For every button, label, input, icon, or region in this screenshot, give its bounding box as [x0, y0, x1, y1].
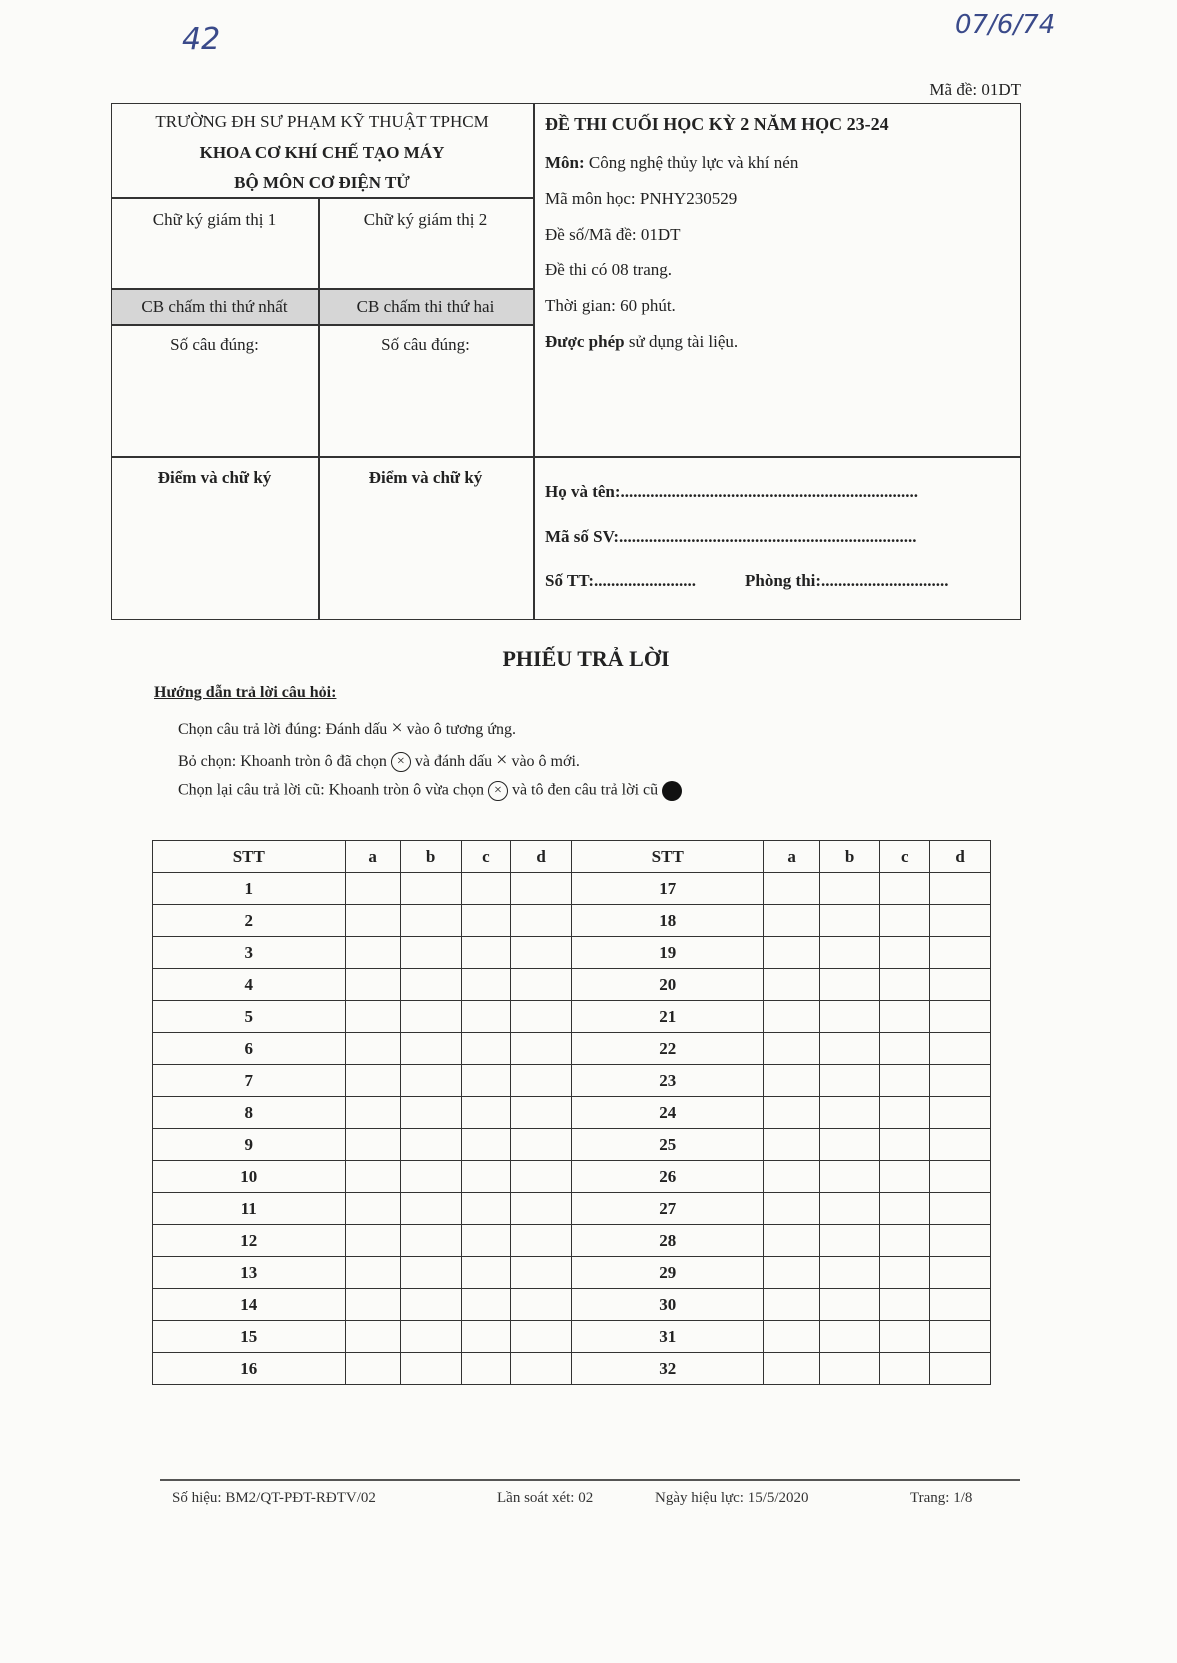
answer-cell[interactable]	[511, 1193, 572, 1225]
answer-cell[interactable]	[511, 1161, 572, 1193]
answer-cell[interactable]	[511, 1129, 572, 1161]
answer-cell[interactable]	[345, 1033, 400, 1065]
answer-cell[interactable]	[880, 1001, 930, 1033]
correct-count2-label: Số câu đúng:	[381, 335, 470, 354]
divider	[111, 456, 1021, 458]
column-header: b	[819, 841, 880, 873]
x-mark-icon: ×	[391, 717, 403, 739]
proctor1-label: Chữ ký giám thị 1	[152, 210, 277, 229]
answer-cell[interactable]	[400, 1161, 461, 1193]
answer-cell[interactable]	[345, 1001, 400, 1033]
answer-cell[interactable]	[400, 937, 461, 969]
answer-cell[interactable]	[880, 1033, 930, 1065]
answer-cell[interactable]	[930, 1001, 991, 1033]
instruction-text: và đánh dấu	[414, 753, 493, 770]
table-row	[153, 873, 991, 905]
correct-count1-label: Số câu đúng:	[170, 335, 259, 354]
instruction-2	[178, 749, 580, 772]
answer-cell[interactable]	[880, 1161, 930, 1193]
answer-cell[interactable]	[764, 1225, 819, 1257]
answer-cell[interactable]	[764, 937, 819, 969]
answer-cell[interactable]	[764, 1097, 819, 1129]
answer-cell[interactable]	[880, 1257, 930, 1289]
answer-cell[interactable]	[461, 1001, 511, 1033]
answer-cell[interactable]	[764, 969, 819, 1001]
question-number: 21	[571, 1001, 764, 1033]
table-row	[153, 969, 991, 1001]
answer-cell[interactable]	[400, 1001, 461, 1033]
exam-title: ĐỀ THI CUỐI HỌC KỲ 2 NĂM HỌC 23-24	[545, 114, 889, 134]
allowed-label: Được phép	[545, 332, 625, 351]
instructions-heading: Hướng dẫn trả lời câu hỏi:	[154, 684, 337, 701]
answer-sheet-title: PHIẾU TRẢ LỜI	[502, 646, 670, 671]
answer-cell[interactable]	[345, 969, 400, 1001]
question-number: 28	[571, 1225, 764, 1257]
page-count: Đề thi có 08 trang.	[545, 260, 672, 279]
instruction-1	[178, 717, 516, 740]
question-number: 9	[153, 1129, 346, 1161]
answer-cell[interactable]	[930, 1161, 991, 1193]
answer-cell[interactable]	[819, 969, 880, 1001]
answer-cell[interactable]	[511, 969, 572, 1001]
question-number: 31	[571, 1321, 764, 1353]
answer-cell[interactable]	[880, 937, 930, 969]
answer-cell[interactable]	[345, 1321, 400, 1353]
answer-cell[interactable]	[880, 1289, 930, 1321]
answer-cell[interactable]	[461, 1161, 511, 1193]
answer-cell[interactable]	[880, 1065, 930, 1097]
question-number: 6	[153, 1033, 346, 1065]
answer-cell[interactable]	[880, 1321, 930, 1353]
column-header: b	[400, 841, 461, 873]
footer-page: Trang: 1/8	[910, 1490, 973, 1506]
answer-cell[interactable]	[461, 905, 511, 937]
answer-cell[interactable]	[461, 1193, 511, 1225]
answer-cell[interactable]	[930, 969, 991, 1001]
answer-cell[interactable]	[764, 1321, 819, 1353]
question-number: 23	[571, 1065, 764, 1097]
table-row	[153, 1161, 991, 1193]
column-header: c	[461, 841, 511, 873]
answer-cell[interactable]	[511, 1289, 572, 1321]
answer-cell[interactable]	[345, 1257, 400, 1289]
answer-cell[interactable]	[819, 1193, 880, 1225]
answer-cell[interactable]	[345, 1097, 400, 1129]
table-row	[153, 1289, 991, 1321]
answer-cell[interactable]	[930, 937, 991, 969]
answer-cell[interactable]	[345, 1353, 400, 1385]
answer-cell[interactable]	[819, 1289, 880, 1321]
exam-room-field[interactable]: Phòng thi:..............................	[745, 571, 949, 590]
answer-cell[interactable]	[930, 1193, 991, 1225]
answer-cell[interactable]	[819, 905, 880, 937]
question-number: 26	[571, 1161, 764, 1193]
footer-doc-number: Số hiệu: BM2/QT-PĐT-RĐTV/02	[172, 1490, 376, 1506]
answer-table	[152, 840, 991, 1385]
answer-cell[interactable]	[880, 873, 930, 905]
divider	[318, 197, 320, 620]
answer-cell[interactable]	[930, 1033, 991, 1065]
answer-cell[interactable]	[930, 1097, 991, 1129]
table-row	[153, 1033, 991, 1065]
divider	[111, 324, 533, 326]
answer-cell[interactable]	[764, 1065, 819, 1097]
table-row	[153, 1321, 991, 1353]
answer-cell[interactable]	[880, 1097, 930, 1129]
score1-label: Điểm và chữ ký	[157, 468, 272, 487]
answer-cell[interactable]	[819, 1161, 880, 1193]
answer-cell[interactable]	[819, 1065, 880, 1097]
answer-cell[interactable]	[345, 905, 400, 937]
question-number: 13	[153, 1257, 346, 1289]
answer-cell[interactable]	[819, 1001, 880, 1033]
answer-cell[interactable]	[764, 1001, 819, 1033]
table-row	[153, 1129, 991, 1161]
answer-cell[interactable]	[400, 905, 461, 937]
answer-cell[interactable]	[461, 1033, 511, 1065]
answer-cell[interactable]	[930, 1321, 991, 1353]
answer-cell[interactable]	[819, 1225, 880, 1257]
answer-cell[interactable]	[819, 1033, 880, 1065]
answer-cell[interactable]	[461, 1321, 511, 1353]
handwritten-number: 42	[182, 22, 221, 57]
instruction-text: và tô đen câu trả lời cũ	[511, 781, 659, 799]
answer-cell[interactable]	[819, 937, 880, 969]
department-name: BỘ MÔN CƠ ĐIỆN TỬ	[234, 173, 410, 192]
seq-number-field[interactable]: Số TT:........................	[545, 571, 696, 590]
answer-cell[interactable]	[511, 937, 572, 969]
table-row	[153, 937, 991, 969]
table-row	[153, 1225, 991, 1257]
question-number: 4	[153, 969, 346, 1001]
answer-cell[interactable]	[880, 1193, 930, 1225]
answer-cell[interactable]	[511, 1033, 572, 1065]
answer-cell[interactable]	[880, 1353, 930, 1385]
question-number: 29	[571, 1257, 764, 1289]
answer-cell[interactable]	[461, 969, 511, 1001]
question-number: 12	[153, 1225, 346, 1257]
table-row	[153, 1193, 991, 1225]
answer-cell[interactable]	[400, 969, 461, 1001]
answer-cell[interactable]	[930, 1257, 991, 1289]
answer-cell[interactable]	[461, 1257, 511, 1289]
exam-code-label: Mã đề: 01DT	[929, 80, 1021, 99]
answer-cell[interactable]	[400, 873, 461, 905]
question-number: 10	[153, 1161, 346, 1193]
answer-cell[interactable]	[880, 1129, 930, 1161]
question-number: 25	[571, 1129, 764, 1161]
answer-cell[interactable]	[461, 1353, 511, 1385]
answer-cell[interactable]	[764, 1129, 819, 1161]
answer-cell[interactable]	[400, 1193, 461, 1225]
allowed-value: sử dụng tài liệu.	[628, 332, 739, 351]
question-number: 2	[153, 905, 346, 937]
proctor2-label: Chữ ký giám thị 2	[363, 210, 488, 229]
answer-cell[interactable]	[764, 1353, 819, 1385]
answer-cell[interactable]	[461, 1289, 511, 1321]
question-number: 8	[153, 1097, 346, 1129]
instruction-text: vào ô tương ứng.	[406, 721, 516, 738]
answer-cell[interactable]	[400, 1353, 461, 1385]
answer-cell[interactable]	[345, 1129, 400, 1161]
column-header: a	[764, 841, 819, 873]
answer-cell[interactable]	[400, 1033, 461, 1065]
answer-cell[interactable]	[345, 1161, 400, 1193]
instruction-text: Chọn lại câu trả lời cũ: Khoanh tròn ô vừa chọn	[178, 781, 484, 799]
question-number: 5	[153, 1001, 346, 1033]
circled-x-icon: ×	[488, 781, 508, 801]
question-number: 18	[571, 905, 764, 937]
x-mark-icon: ×	[496, 749, 508, 771]
answer-cell[interactable]	[511, 1001, 572, 1033]
answer-cell[interactable]	[400, 1225, 461, 1257]
answer-cell[interactable]	[345, 1065, 400, 1097]
footer-divider	[160, 1479, 1020, 1481]
table-row	[153, 1065, 991, 1097]
answer-cell[interactable]	[511, 1225, 572, 1257]
column-header: STT	[571, 841, 764, 873]
instruction-text: Chọn câu trả lời đúng: Đánh dấu	[178, 721, 388, 738]
table-row	[153, 1353, 991, 1385]
answer-cell[interactable]	[345, 873, 400, 905]
table-row	[153, 1257, 991, 1289]
question-number: 1	[153, 873, 346, 905]
question-number: 7	[153, 1065, 346, 1097]
faculty-name: KHOA CƠ KHÍ CHẾ TẠO MÁY	[199, 143, 445, 162]
student-name-field[interactable]: Họ và tên:......................................................................	[545, 482, 919, 501]
answer-cell[interactable]	[764, 1193, 819, 1225]
answer-cell[interactable]	[764, 873, 819, 905]
question-number: 17	[571, 873, 764, 905]
question-number: 19	[571, 937, 764, 969]
duration: Thời gian: 60 phút.	[545, 296, 676, 315]
instruction-text: vào ô mới.	[511, 753, 580, 770]
answer-cell[interactable]	[400, 1065, 461, 1097]
score2-label: Điểm và chữ ký	[368, 468, 483, 487]
answer-cell[interactable]	[345, 1193, 400, 1225]
question-number: 27	[571, 1193, 764, 1225]
answer-cell[interactable]	[345, 937, 400, 969]
answer-cell[interactable]	[511, 1097, 572, 1129]
subject-label: Môn:	[545, 153, 585, 172]
course-code: Mã môn học: PNHY230529	[545, 189, 738, 208]
exam-number: Đề số/Mã đề: 01DT	[545, 225, 681, 244]
instruction-text: Bỏ chọn: Khoanh tròn ô đã chọn	[178, 753, 387, 770]
table-row	[153, 905, 991, 937]
divider	[111, 197, 533, 199]
table-header-row	[153, 841, 991, 873]
divider	[111, 288, 533, 290]
question-number: 24	[571, 1097, 764, 1129]
question-number: 32	[571, 1353, 764, 1385]
question-number: 20	[571, 969, 764, 1001]
column-header: d	[511, 841, 572, 873]
answer-cell[interactable]	[819, 873, 880, 905]
footer-effective-date: Ngày hiệu lực: 15/5/2020	[655, 1490, 809, 1506]
grader2-label: CB chấm thi thứ hai	[356, 297, 495, 316]
answer-cell[interactable]	[345, 1289, 400, 1321]
table-row	[153, 1097, 991, 1129]
answer-cell[interactable]	[764, 1257, 819, 1289]
answer-cell[interactable]	[764, 905, 819, 937]
column-header: c	[880, 841, 930, 873]
answer-cell[interactable]	[400, 1097, 461, 1129]
table-row	[153, 1001, 991, 1033]
question-number: 15	[153, 1321, 346, 1353]
answer-cell[interactable]	[511, 1321, 572, 1353]
filled-circle-icon	[662, 781, 682, 801]
answer-cell[interactable]	[819, 1097, 880, 1129]
answer-cell[interactable]	[400, 1289, 461, 1321]
answer-cell[interactable]	[930, 1225, 991, 1257]
answer-cell[interactable]	[764, 1289, 819, 1321]
answer-cell[interactable]	[511, 873, 572, 905]
question-number: 30	[571, 1289, 764, 1321]
handwritten-code: 07/6/74	[955, 10, 1056, 40]
question-number: 22	[571, 1033, 764, 1065]
answer-cell[interactable]	[461, 873, 511, 905]
answer-cell[interactable]	[930, 873, 991, 905]
answer-cell[interactable]	[930, 1129, 991, 1161]
answer-cell[interactable]	[819, 1321, 880, 1353]
grader1-label: CB chấm thi thứ nhất	[141, 297, 288, 316]
question-number: 11	[153, 1193, 346, 1225]
answer-cell[interactable]	[461, 1065, 511, 1097]
answer-cell[interactable]	[880, 1225, 930, 1257]
answer-cell[interactable]	[819, 1129, 880, 1161]
subject	[545, 153, 798, 173]
subject-value: Công nghệ thủy lực và khí nén	[588, 153, 799, 172]
question-number: 16	[153, 1353, 346, 1385]
divider	[533, 103, 535, 620]
answer-cell[interactable]	[930, 1289, 991, 1321]
answer-cell[interactable]	[930, 1353, 991, 1385]
answer-cell[interactable]	[819, 1353, 880, 1385]
answer-cell[interactable]	[345, 1225, 400, 1257]
column-header: a	[345, 841, 400, 873]
answer-cell[interactable]	[511, 1257, 572, 1289]
answer-cell[interactable]	[764, 1033, 819, 1065]
answer-cell[interactable]	[461, 937, 511, 969]
answer-cell[interactable]	[400, 1129, 461, 1161]
answer-cell[interactable]	[819, 1257, 880, 1289]
school-name: TRƯỜNG ĐH SƯ PHẠM KỸ THUẬT TPHCM	[155, 112, 489, 131]
question-number: 3	[153, 937, 346, 969]
column-header: STT	[153, 841, 346, 873]
answer-cell[interactable]	[511, 1353, 572, 1385]
column-header: d	[930, 841, 991, 873]
answer-cell[interactable]	[930, 905, 991, 937]
instruction-3	[178, 781, 682, 801]
answer-cell[interactable]	[511, 905, 572, 937]
answer-cell[interactable]	[461, 1225, 511, 1257]
footer-revision: Lần soát xét: 02	[497, 1490, 594, 1506]
answer-cell[interactable]	[461, 1129, 511, 1161]
student-id-field[interactable]: Mã số SV:......................................................................	[545, 527, 917, 546]
answer-cell[interactable]	[511, 1065, 572, 1097]
question-number: 14	[153, 1289, 346, 1321]
circled-x-icon: ×	[391, 752, 411, 772]
answer-cell[interactable]	[764, 1161, 819, 1193]
answer-cell[interactable]	[400, 1257, 461, 1289]
answer-cell[interactable]	[461, 1097, 511, 1129]
answer-cell[interactable]	[880, 969, 930, 1001]
answer-cell[interactable]	[880, 905, 930, 937]
answer-cell[interactable]	[400, 1321, 461, 1353]
answer-cell[interactable]	[930, 1065, 991, 1097]
